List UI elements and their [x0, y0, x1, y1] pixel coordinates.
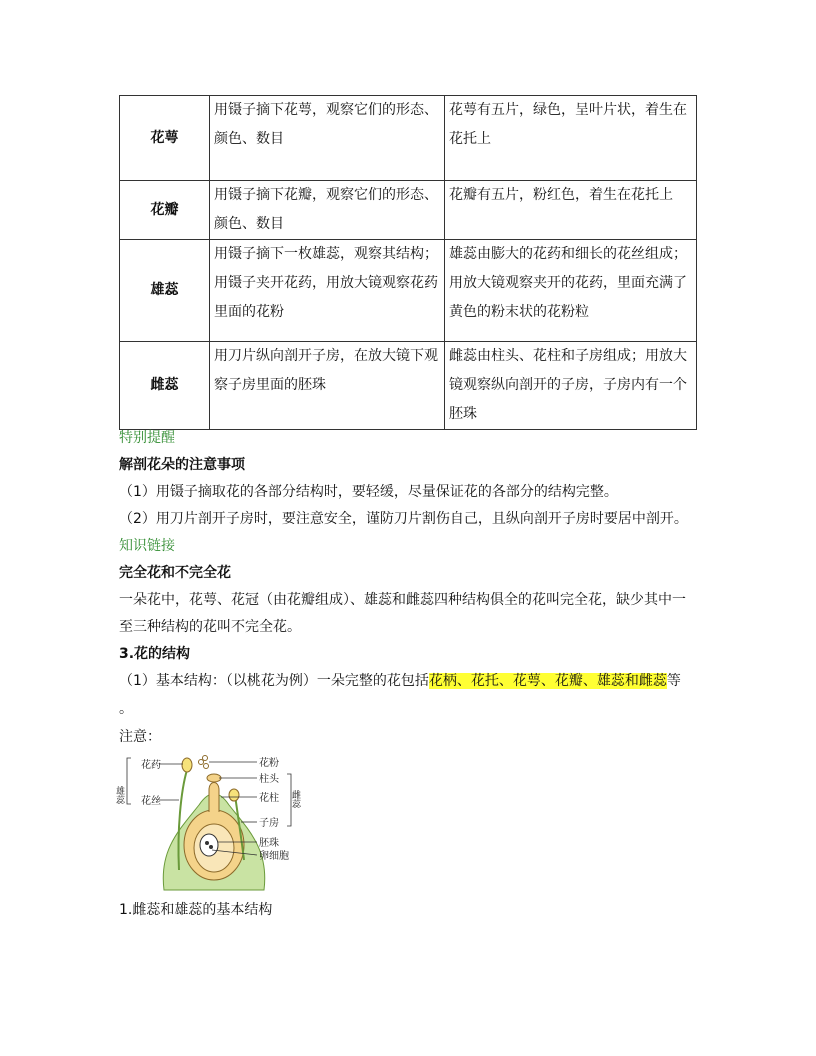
basic-prefix: （1）基本结构：（以桃花为例）一朵完整的花包括: [119, 673, 429, 689]
label-anther: 花药: [141, 760, 161, 771]
method-cell: 用镊子摘下一枚雄蕊，观察其结构；用镊子夹开花药，用放大镜观察花药里面的花粉: [210, 240, 445, 342]
link-text-line-1: 一朵花中，花萼、花冠（由花瓣组成）、雄蕊和雌蕊四种结构俱全的花叫完全花，缺少其中一: [119, 592, 686, 608]
label-stigma: 柱头: [259, 774, 279, 785]
attention-label: 注意：: [119, 729, 161, 745]
reminder-item-2: （2）用刀片剖开子房时，要注意安全，谨防刀片割伤自己，且纵向剖开子房时要居中剖开。: [119, 511, 688, 527]
link-heading: 知识链接: [119, 538, 175, 554]
label-pollen: 花粉: [259, 758, 279, 769]
observation-table: [119, 95, 697, 430]
label-stamen: 雄蕊: [114, 786, 124, 804]
figure-caption: 1.雌蕊和雄蕊的基本结构: [119, 902, 273, 918]
link-text-line-2: 至三种结构的花叫不完全花。: [119, 619, 301, 635]
result-cell: 花瓣有五片，粉红色，着生在花托上: [445, 181, 697, 240]
reminder-item-1: （1）用镊子摘取花的各部分结构时，要轻缓，尽量保证花的各部分的结构完整。: [119, 484, 618, 500]
label-egg-cell: 卵细胞: [259, 851, 289, 862]
label-filament: 花丝: [141, 796, 161, 807]
table-row: [120, 342, 697, 430]
highlighted-parts: 花柄、花托、花萼、花瓣、雄蕊和雌蕊: [428, 673, 667, 689]
result-cell: 雄蕊由膨大的花药和细长的花丝组成；用放大镜观察夹开的花药，里面充满了黄色的粉末状的花粉粒: [445, 240, 697, 342]
part-name: 雌蕊: [120, 342, 210, 430]
section-title: 3.花的结构: [119, 646, 191, 662]
basic-suffix: 等: [666, 673, 681, 689]
basic-structure: [119, 670, 681, 692]
table-row: [120, 240, 697, 342]
basic-end: 。: [119, 701, 133, 717]
result-cell: 花萼有五片，绿色，呈叶片状，着生在花托上: [445, 96, 697, 181]
label-style: 花柱: [259, 793, 279, 804]
reminder-title: 解剖花朵的注意事项: [119, 457, 245, 473]
result-cell: 雌蕊由柱头、花柱和子房组成；用放大镜观察纵向剖开的子房，子房内有一个胚珠: [445, 342, 697, 430]
part-name: 雄蕊: [120, 240, 210, 342]
method-cell: 用镊子摘下花萼，观察它们的形态、颜色、数目: [210, 96, 445, 181]
method-cell: 用刀片纵向剖开子房，在放大镜下观察子房里面的胚珠: [210, 342, 445, 430]
label-ovary: 子房: [259, 818, 279, 829]
reminder-heading: 特别提醒: [119, 430, 175, 446]
label-pistil: 雌蕊: [290, 790, 300, 808]
link-title: 完全花和不完全花: [119, 565, 231, 581]
flower-structure-diagram: [114, 750, 309, 890]
table-row: [120, 96, 697, 181]
label-ovule: 胚珠: [259, 838, 279, 849]
part-name: 花萼: [120, 96, 210, 181]
method-cell: 用镊子摘下花瓣，观察它们的形态、颜色、数目: [210, 181, 445, 240]
table-row: [120, 181, 697, 240]
part-name: 花瓣: [120, 181, 210, 240]
